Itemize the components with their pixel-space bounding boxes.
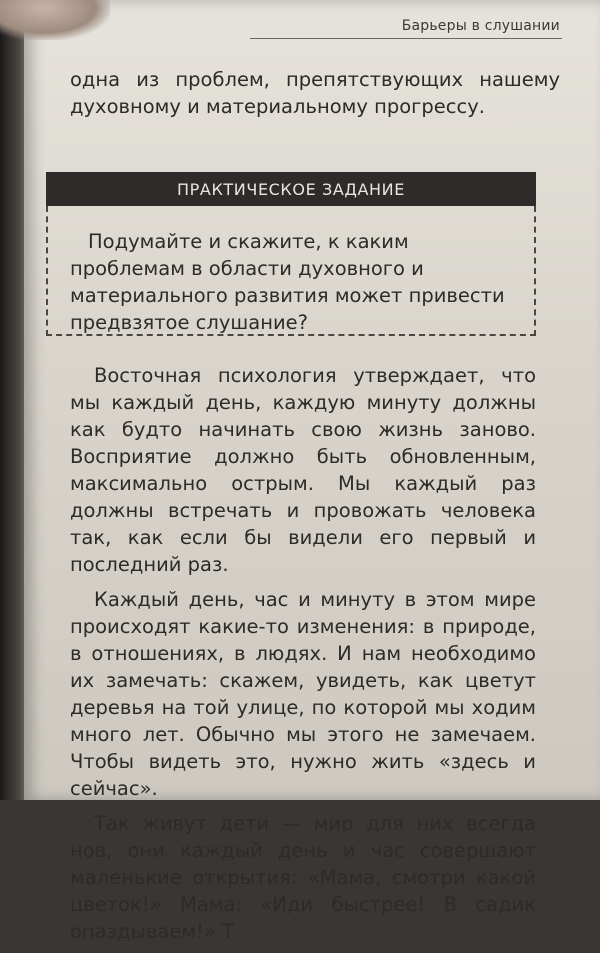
task-title: ПРАКТИЧЕСКОЕ ЗАДАНИЕ [46,172,536,206]
book-binding-edge [0,0,26,800]
running-header [24,0,600,42]
task-question: Подумайте и скажите, к каким проблемам в области духовного и материального развития может привести предвзятое слушание? [70,230,505,334]
body-text [70,362,536,953]
continued-paragraph: одна из проблем, препятствующих нашему духовному и материальному прогрессу. [70,68,560,118]
paragraph-1: Восточная психология утверждает, что мы каждый день, каждую минуту должны как будто начинать свою жизнь заново. Восприятие должно быть обновленным, максимально острым. Мы каждый раз должны встречать и провожать человека так, как если бы видели его первый и последний раз. [70,364,536,576]
running-header-title: Барьеры в слушании [401,18,560,34]
paragraph-3: Так живут дети — мир для них всегда нов, они каждый день и час совершают маленькие открытия: «Мама, смотри какой цветок!» Мама: «Иди быстрее! В садик опаздываем!» Т [70,812,536,943]
header-rule [250,38,562,39]
thumb-in-frame [0,0,110,40]
paragraph-2: Каждый день, час и минуту в этом мире происходят какие-то изменения: в природе, в отношениях, в людях. И нам необходимо их замечать: скажем, увидеть, как цветут деревья на той улице, по которой мы ходим много лет. Обычно мы этого не замечаем. Чтобы видеть это, нужно жить «здесь и сейчас». [70,588,536,800]
